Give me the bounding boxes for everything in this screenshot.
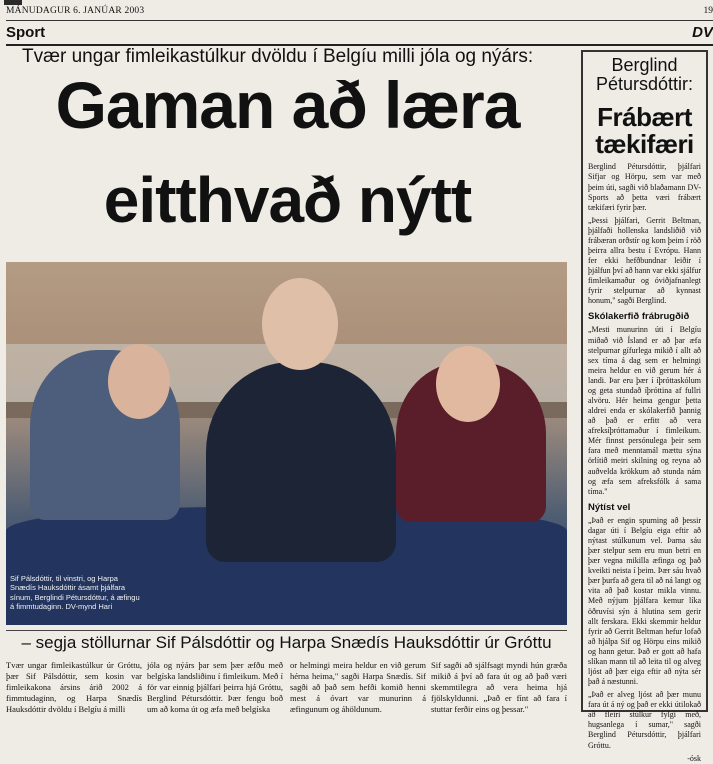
issue-date: MÁNUDAGUR 6. JANÚAR 2003: [6, 6, 144, 16]
top-rule: [6, 20, 713, 21]
girl-left-head: [108, 344, 170, 419]
sidebar-title: Frábært tækifæri: [588, 104, 701, 159]
sidebar-subheading-1: Skólakerfið frábrugðið: [588, 311, 701, 322]
article-subheadline: – segja stöllurnar Sif Pálsdóttir og Harpa Snædís Hauksdóttir úr Gróttu: [6, 630, 567, 653]
body-column-3: or helmingi meira heldur en við gerum hérna heima," sagði Harpa Snædís. Sif sagði að það sem hefði komið henni mest á óvart var munurinn á æfingunum og áhöldunum.: [290, 660, 426, 714]
article-kicker: Tvær ungar fimleikastúlkur dvöldu í Belgíu milli jóla og nýárs:: [22, 46, 567, 68]
newspaper-brand: DV: [692, 24, 713, 41]
coach-head: [262, 278, 338, 370]
page-corner-tab: [4, 0, 22, 5]
headline-line-2: eitthvað nýtt: [0, 168, 575, 232]
sidebar-paragraph-2: „Þessi þjálfari, Gerrit Beltman, þjálfaði hollenska landsliðið við frábæran orðstír og kom þeim í röð þeirra allra bestu í Evrópu. Hann fer ekki hefðbundnar leiðir í þjálfun því að hann var ekki sjálfur fimleikamaður og óviðjafnanlegt fyrir stelpurnar að kynnast honum," sagði Berglind.: [588, 216, 701, 307]
sidebar-box: [581, 50, 708, 712]
body-column-4: Sif sagði að sjálfsagt myndi hún græða mikið á því að fara út og að það væri skemmtilegra að vera heima hjá fjölskyldunni. „Það er fínt að fara í stuttar ferðir eins og þessar.": [431, 660, 567, 714]
body-column-1: Tvær ungar fimleikastúlkur úr Gróttu, þær Sif Pálsdóttir, sem kosin var fimleikakona ársins árið 2002 á fimmtudaginn, og Harpa Snædís Hauksdóttir dvöldu í Belgíu á milli: [6, 660, 142, 714]
sidebar-name: Berglind Pétursdóttir:: [588, 56, 701, 94]
photo-caption: Sif Pálsdóttir, til vinstri, og Harpa Snædís Hauksdóttir ásamt þjálfara sínum, Berglindi Pétursdóttur, á æfingu á fimmtudaginn. DV-mynd Hari: [10, 574, 140, 612]
sidebar-paragraph-3: „Mesti munurinn úti í Belgíu miðað við Ísland er að þar æfa stelpurnar gífurlega mikið í allt að sex tíma á dag sem er helmingi meira heldur en við gerum hér á landi. Þar eru þær í íþróttaskólum og geta stundað íþróttina af fullri alvöru. Hér heima gengur þetta aldrei enda er skólakerfið þannig að það er erfitt að vera afreksíþróttamaður í fimleikum. Mér finnst persónulega þeir sem fara með menntamál mættu sýna örlítið meiri skilning og reyna að auðvelda krökkum að stunda nám og æfa sem afreksfólk á sama tíma.": [588, 325, 701, 496]
sidebar-signature: -ósk: [588, 754, 701, 764]
sidebar-intro: Berglind Pétursdóttir, þjálfari Sifjar og Hörpu, sem var með þeim úti, sagði við blaðamann DV-Sports að þetta væri frábært tækifæri fyrir þær.: [588, 162, 701, 212]
article-photo: [6, 262, 567, 625]
sidebar-subheading-2: Nýtíst vel: [588, 502, 701, 513]
section-label: Sport: [6, 24, 45, 41]
coach-figure: [206, 362, 396, 562]
headline-line-1: Gaman að læra: [0, 72, 575, 138]
body-column-2: jóla og nýárs þar sem þær æfðu með belgíska landsliðinu í fimleikum. Með í för var einnig þjálfari þeirra hjá Gróttu, Berglind Pétursdóttir. Þær fengu boð um að koma út og æfa með belgíska: [147, 660, 283, 714]
sidebar-paragraph-4: „Það er engin spurning að þessir dagar úti í Belgíu eiga eftir að nýtast stúlkunum vel. Þarna sáu þær stelpur sem eru mun betri en þær vegna mikilla æfinga og það kveikti neista í þeim. Þær sáu hvað þær þurfa að gera til að ná langt og vita að það kostar mikla vinnu. Með nýjum þjálfara kemur líka öðruvísi sýn á hlutina sem gerir allt ferskara. Ekki skemmir heldur fyrir að Gerrit Beltman hefur lofað að hjálpa Sif og Hörpu eins mikið og hann getur. Það er gott að hafa slíkan mann til að leita til og alveg ljóst að þær eiga eftir að nýta sér það á næstunni.: [588, 516, 701, 687]
page-number: 19: [704, 6, 713, 16]
girl-right-head: [436, 346, 500, 422]
sidebar-paragraph-5: „Það er alveg ljóst að þær munu fara út á ný og það er ekki útilokað að fleiri stúlkur fylgi með, hugsanlega í sumar," sagði Berglind Pétursdóttir, þjálfari Gróttu.: [588, 690, 701, 750]
